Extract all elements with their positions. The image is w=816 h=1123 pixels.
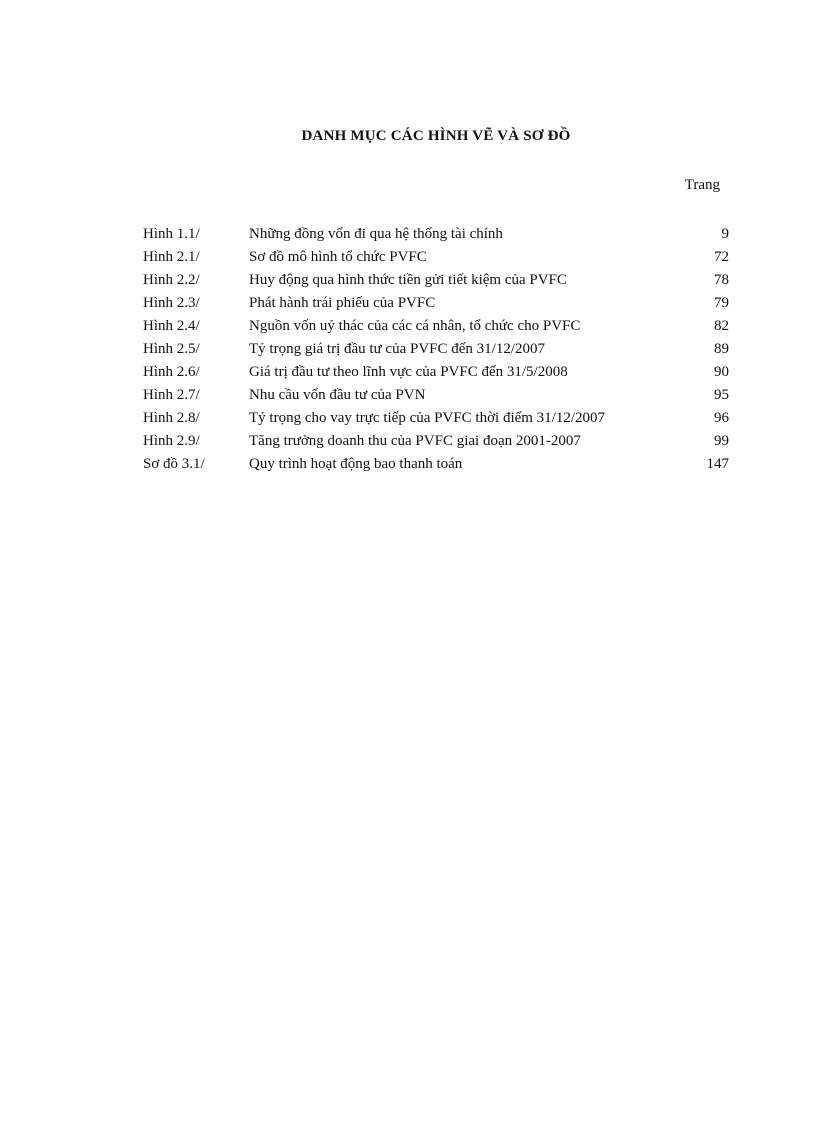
figure-caption: Nhu cầu vốn đầu tư của PVN [249,387,426,403]
figure-page-number: 72 [714,249,729,265]
figure-page-number: 99 [714,433,729,449]
page-column-header: Trang [684,177,720,193]
figure-page-number: 82 [714,318,729,334]
figure-caption: Giá trị đầu tư theo lĩnh vực của PVFC đến 31/5/2008 [249,364,568,380]
list-item [143,456,729,472]
figure-page-number: 95 [714,387,729,403]
figure-caption: Phát hành trái phiếu của PVFC [249,295,436,311]
figure-caption: Tỷ trọng cho vay trực tiếp của PVFC thời điểm 31/12/2007 [249,410,606,426]
figure-caption: Tỷ trọng giá trị đầu tư của PVFC đến 31/12/2007 [249,341,546,357]
figure-label: Hình 2.5/ [143,341,200,357]
figure-page-number: 96 [714,410,729,426]
figure-label: Hình 2.2/ [143,272,200,288]
figure-page-number: 78 [714,272,729,288]
list-item [143,341,729,357]
figure-label: Hình 2.9/ [143,433,200,449]
document-title: DANH MỤC CÁC HÌNH VẼ VÀ SƠ ĐỒ [301,128,571,144]
figure-caption: Sơ đồ mô hình tổ chức PVFC [249,249,427,265]
list-item [143,387,729,403]
list-item [143,433,729,449]
figure-label: Hình 2.1/ [143,249,200,265]
figure-page-number: 89 [714,341,729,357]
list-item [143,364,729,380]
figure-caption: Huy động qua hình thức tiền gửi tiết kiệm của PVFC [249,272,567,288]
figure-caption: Quy trình hoạt động bao thanh toán [249,456,463,472]
figure-label: Hình 2.8/ [143,410,200,426]
figure-label: Hình 2.3/ [143,295,200,311]
list-item [143,295,729,311]
figure-caption: Tăng trưởng doanh thu của PVFC giai đoạn 2001-2007 [249,433,581,449]
figure-caption: Những đồng vốn đi qua hệ thống tài chính [249,226,503,242]
figure-list [143,226,729,479]
figure-label: Sơ đồ 3.1/ [143,456,205,472]
figure-label: Hình 2.4/ [143,318,200,334]
figure-page-number: 9 [721,226,729,242]
list-item [143,272,729,288]
list-item [143,226,729,242]
list-item [143,318,729,334]
list-item [143,410,729,426]
figure-label: Hình 2.6/ [143,364,200,380]
figure-label: Hình 2.7/ [143,387,200,403]
figure-page-number: 79 [714,295,729,311]
figure-caption: Nguồn vốn uỷ thác của các cá nhân, tổ chức cho PVFC [249,318,581,334]
figure-label: Hình 1.1/ [143,226,200,242]
figure-page-number: 90 [714,364,729,380]
figure-page-number: 147 [706,456,729,472]
list-item [143,249,729,265]
